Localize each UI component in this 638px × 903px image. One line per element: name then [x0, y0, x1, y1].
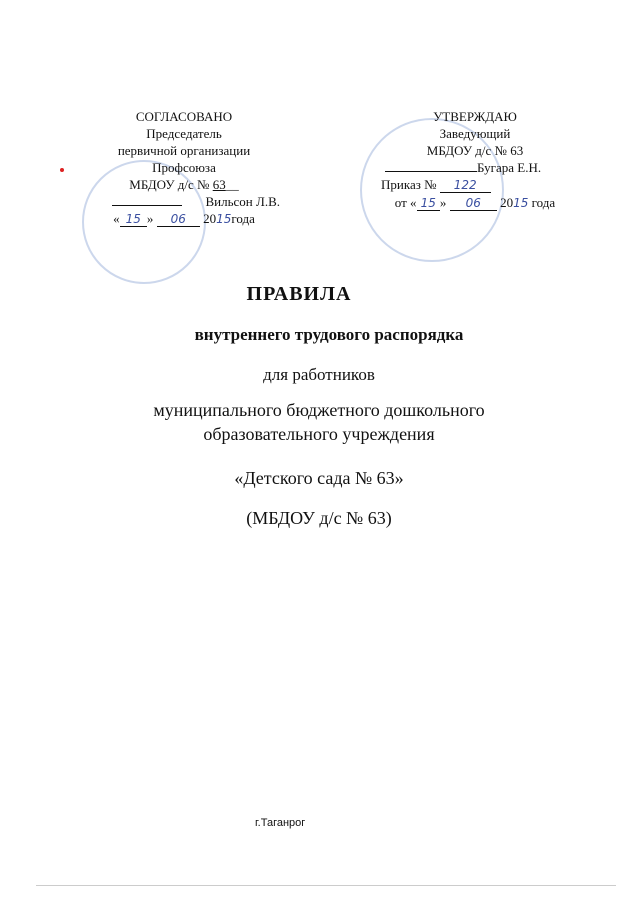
- document-org-line2: образовательного учреждения: [203, 424, 435, 444]
- left-date-line: « 15 » 06 2015года: [113, 211, 255, 226]
- right-heading: УТВЕРЖДАЮ: [433, 109, 517, 124]
- right-date-year-prefix: 20: [500, 195, 514, 210]
- left-institution: МБДОУ д/с № 63__: [129, 177, 239, 192]
- footer-divider: [36, 885, 616, 886]
- document-name: «Детского сада № 63»: [234, 468, 404, 488]
- right-order-number: 122: [440, 178, 491, 193]
- document-subtitle: внутреннего трудового распорядка: [194, 325, 464, 344]
- right-date-suffix: года: [531, 195, 556, 210]
- right-order-line: [375, 176, 575, 194]
- left-org-line1: первичной организации: [117, 143, 251, 158]
- right-signatory: Бугара Е.Н.: [477, 160, 542, 175]
- left-heading: СОГЛАСОВАНО: [135, 109, 233, 124]
- left-date-month: 06: [157, 212, 200, 227]
- right-date-line: от « 15 » 06 2015 года: [394, 195, 556, 210]
- document-org-line1: муниципального бюджетного дошкольного: [153, 400, 485, 420]
- right-signature-line: [375, 159, 575, 176]
- left-signatory: Вильсон Л.В.: [205, 194, 280, 209]
- left-date-suffix: года: [231, 211, 255, 226]
- left-position: Председатель: [146, 126, 222, 141]
- left-institution-number: 63: [212, 177, 226, 192]
- right-institution: МБДОУ д/с № 63: [426, 143, 524, 158]
- footer-city: г.Таганрог: [255, 817, 306, 829]
- right-order-label: Приказ №: [381, 177, 437, 192]
- right-date-month: 06: [450, 196, 497, 211]
- right-date-prefix: от «: [394, 195, 417, 210]
- left-approval-block: [64, 108, 304, 228]
- document-for-whom: для работников: [263, 365, 375, 384]
- document-title: ПРАВИЛА: [246, 283, 352, 305]
- right-date-day: 15: [417, 196, 440, 211]
- left-date-year-suffix: 15: [216, 212, 232, 226]
- right-date-year-suffix: 15: [513, 196, 529, 210]
- left-signature-line: [64, 193, 304, 210]
- right-approval-block: [375, 108, 575, 212]
- right-position: Заведующий: [439, 126, 511, 141]
- left-date-day: 15: [120, 212, 147, 227]
- left-institution-prefix: МБДОУ д/с №: [129, 177, 210, 192]
- left-org-line2: Профсоюза: [152, 160, 216, 175]
- left-date-year-prefix: 20: [203, 211, 217, 226]
- document-abbreviation: (МБДОУ д/с № 63): [246, 508, 392, 528]
